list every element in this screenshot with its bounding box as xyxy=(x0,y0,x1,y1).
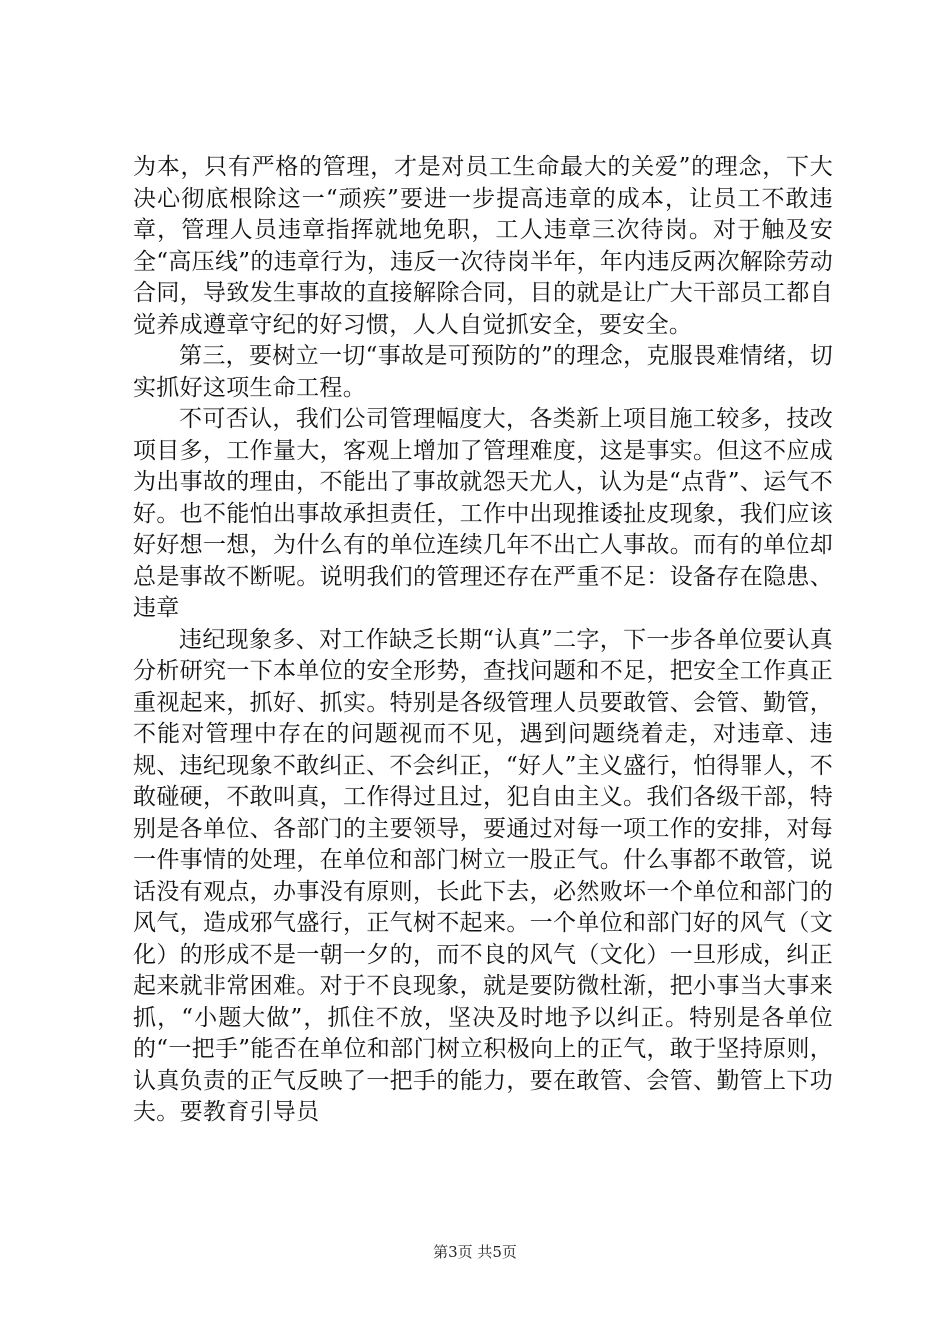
paragraph-3: 不可否认，我们公司管理幅度大，各类新上项目施工较多，技改项目多，工作量大，客观上增加了管理难度，这是事实。但这不应成为出事故的理由，不能出了事故就怨天尤人，认为是“点背”、运气不好。也不能怕出事故承担责任，工作中出现推诿扯皮现象，我们应该好好想一想，为什么有的单位连续几年不出亡人事故。而有的单位却总是事故不断呢。说明我们的管理还存在严重不足：设备存在隐患、违章 xyxy=(133,406,833,621)
paragraph-1: 为本，只有严格的管理，才是对员工生命最大的关爱”的理念，下大决心彻底根除这一“顽疾”要进一步提高违章的成本，让员工不敢违章，管理人员违章指挥就地免职，工人违章三次待岗。对于触及安全“高压线”的违章行为，违反一次待岗半年，年内违反两次解除劳动合同，导致发生事故的直接解除合同，目的就是让广大干部员工都自觉养成遵章守纪的好习惯，人人自觉抓安全，要安全。 xyxy=(133,154,833,338)
document-body xyxy=(133,152,833,1129)
paragraph-2: 第三，要树立一切“事故是可预防的”的理念，克服畏难情绪，切实抓好这项生命工程。 xyxy=(133,343,833,401)
paragraph-4: 违纪现象多、对工作缺乏长期“认真”二字，下一步各单位要认真分析研究一下本单位的安全形势，查找问题和不足，把安全工作真正重视起来，抓好、抓实。特别是各级管理人员要敢管、会管、勤管，不能对管理中存在的问题视而不见，遇到问题绕着走，对违章、违规、违纪现象不敢纠正、不会纠正，“好人”主义盛行，怕得罪人，不敢碰硬，不敢叫真，工作得过且过，犯自由主义。我们各级干部，特别是各单位、各部门的主要领导，要通过对每一项工作的安排，对每一件事情的处理，在单位和部门树立一股正气。什么事都不敢管，说话没有观点，办事没有原则，长此下去，必然败坏一个单位和部门的风气，造成邪气盛行，正气树不起来。一个单位和部门好的风气（文化）的形成不是一朝一夕的，而不良的风气（文化）一旦形成，纠正起来就非常困难。对于不良现象，就是要防微杜渐，把小事当大事来抓，“小题大做”，抓住不放，坚决及时地予以纠正。特别是各单位的“一把手”能否在单位和部门树立积极向上的正气，敢于坚持原则，认真负责的正气反映了一把手的能力，要在敢管、会管、勤管上下功夫。要教育引导员 xyxy=(133,626,833,1125)
page-number-footer: 第3页 共5页 xyxy=(433,1243,517,1261)
